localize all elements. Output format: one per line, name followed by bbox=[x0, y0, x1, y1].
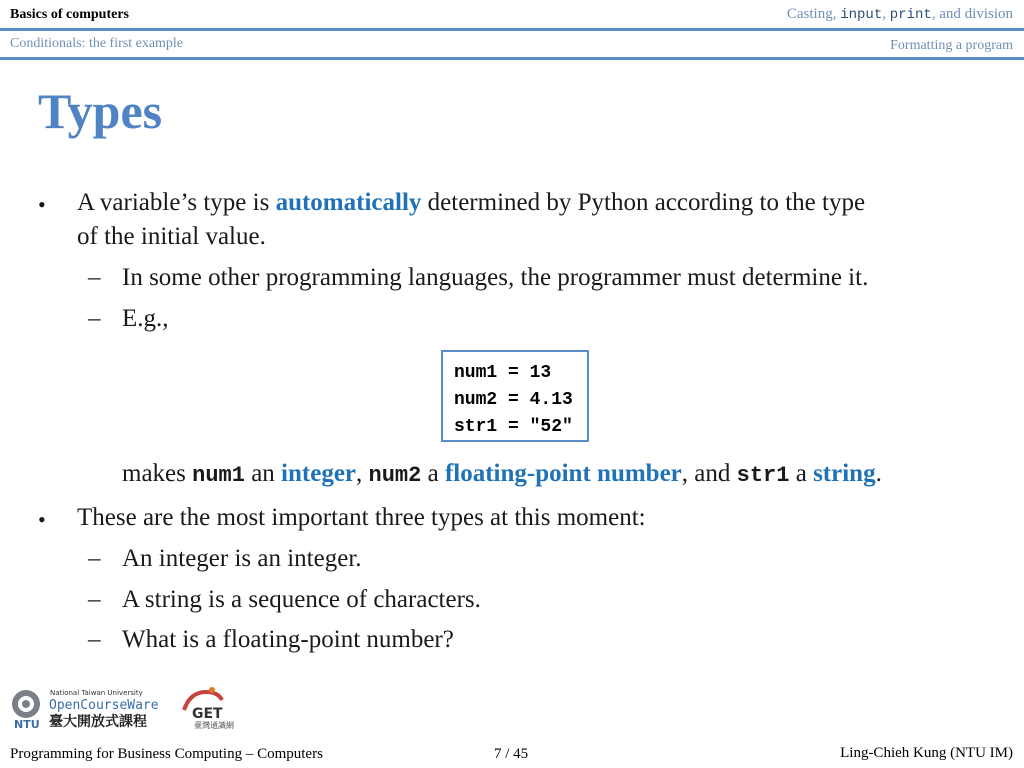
sub-bullet-5: What is a floating-point number? bbox=[122, 626, 454, 653]
keyword-floating-point: floating-point number bbox=[444, 460, 682, 487]
bullet-marker: • bbox=[38, 192, 46, 217]
inline-code: num1 bbox=[192, 463, 245, 488]
nav-subsection[interactable]: Conditionals: the first example bbox=[10, 36, 184, 51]
bullet-marker: • bbox=[38, 507, 46, 532]
svg-text:National Taiwan University: National Taiwan University bbox=[50, 689, 143, 697]
code-line: num1 = 13 bbox=[454, 363, 552, 383]
nav-link-casting[interactable] bbox=[787, 6, 1013, 23]
nav-text: , and division bbox=[931, 6, 1013, 22]
dash-marker: – bbox=[88, 626, 101, 653]
makes-sentence bbox=[122, 457, 882, 493]
get-logo-icon bbox=[184, 687, 234, 730]
dash-marker: – bbox=[88, 264, 101, 291]
inline-code: num2 bbox=[368, 463, 422, 488]
keyword-string: string bbox=[813, 460, 876, 487]
sub-bullet-2: E.g., bbox=[122, 305, 169, 332]
svg-text:NTU: NTU bbox=[14, 718, 40, 731]
ntu-ocw-logo bbox=[6, 684, 256, 734]
sub-bullet-1: In some other programming languages, the programmer must determine it. bbox=[122, 264, 869, 291]
text: , bbox=[356, 460, 369, 487]
svg-text:GET: GET bbox=[192, 706, 223, 722]
bullet-1 bbox=[77, 186, 865, 220]
code-block bbox=[441, 350, 589, 442]
nav-code-input: input bbox=[840, 7, 883, 23]
keyword-integer: integer bbox=[281, 460, 357, 487]
sub-bullet-3: An integer is an integer. bbox=[122, 545, 362, 572]
slide-title: Types bbox=[38, 83, 163, 139]
nav-section[interactable]: Basics of computers bbox=[10, 7, 129, 22]
bullet-2: These are the most important three types at this moment: bbox=[77, 504, 646, 531]
footer-course: Programming for Business Computing – Computers bbox=[10, 746, 323, 762]
nav-code-print: print bbox=[889, 7, 932, 23]
svg-text:臺大開放式課程: 臺大開放式課程 bbox=[49, 714, 147, 730]
nav-text: , bbox=[882, 6, 890, 22]
text: a bbox=[421, 460, 445, 487]
dash-marker: – bbox=[88, 305, 101, 332]
text: . bbox=[875, 460, 882, 487]
inline-code: str1 bbox=[736, 463, 790, 488]
text: A variable’s type is bbox=[77, 189, 276, 216]
footer-author: Ling-Chieh Kung (NTU IM) bbox=[840, 745, 1013, 761]
page-number: 7 / 45 bbox=[494, 746, 529, 762]
nav-text: Casting, bbox=[786, 6, 841, 22]
dash-marker: – bbox=[88, 586, 101, 613]
dash-marker: – bbox=[88, 545, 101, 572]
logos-area bbox=[6, 684, 256, 734]
text: determined by Python according to the type bbox=[421, 189, 866, 216]
footer-bar bbox=[0, 742, 1024, 768]
text: a bbox=[789, 460, 814, 487]
ntu-emblem-icon bbox=[12, 690, 40, 731]
header-bar bbox=[0, 0, 1024, 60]
header-divider bbox=[0, 57, 1024, 60]
text: , and bbox=[681, 460, 737, 487]
nav-link-formatting[interactable]: Formatting a program bbox=[890, 38, 1013, 53]
sub-bullet-4: A string is a sequence of characters. bbox=[122, 586, 481, 613]
code-line: str1 = "52" bbox=[454, 417, 573, 437]
text: an bbox=[244, 460, 282, 487]
svg-text:OpenCourseWare: OpenCourseWare bbox=[49, 698, 159, 713]
svg-text:臺灣通識網: 臺灣通識網 bbox=[194, 721, 234, 730]
header-row-bottom bbox=[0, 31, 1024, 58]
code-line: num2 = 4.13 bbox=[454, 390, 573, 410]
bullet-1-continued: of the initial value. bbox=[77, 223, 266, 250]
text: makes bbox=[122, 460, 193, 487]
header-row-top bbox=[0, 0, 1024, 29]
keyword-automatically: automatically bbox=[275, 189, 422, 216]
